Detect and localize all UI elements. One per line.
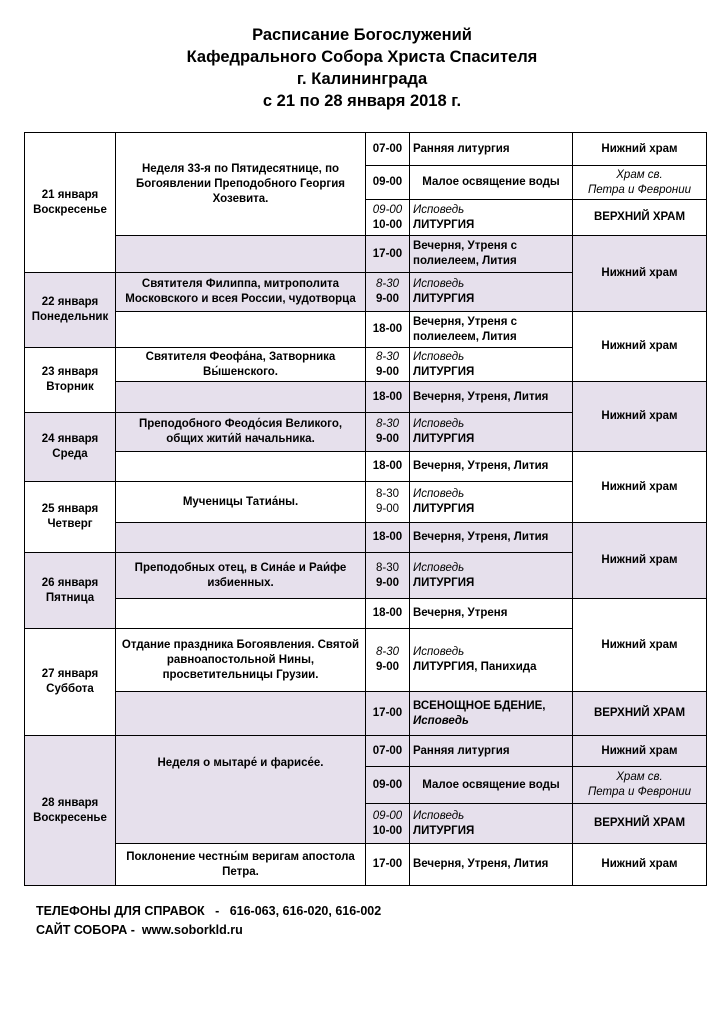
table-row xyxy=(25,312,707,348)
time-cell: 07-00 xyxy=(366,736,410,767)
service-cell: Вечерня, Утреня, Лития xyxy=(410,452,573,482)
service-value: Исповедь xyxy=(413,203,465,216)
time-cell xyxy=(366,413,410,452)
service-cell xyxy=(410,482,573,523)
feast-cell: Преподобного Феодо́сия Великого, общих жити́й начальника. xyxy=(116,413,366,452)
table-row xyxy=(25,736,707,767)
place-cell xyxy=(573,767,707,804)
day-date: 27 января xyxy=(41,668,99,680)
table-row xyxy=(25,452,707,482)
service-value: Исповедь xyxy=(413,646,465,658)
feast-cell: Отдание праздника Богоявления. Святой равноапостольной Нины, просветительницы Грузии. xyxy=(116,629,366,692)
time-cell xyxy=(366,553,410,599)
day-cell xyxy=(25,629,116,736)
title-line-3: г. Калининграда xyxy=(296,70,428,88)
title-line-1: Расписание Богослужений xyxy=(252,26,472,44)
day-weekday: Суббота xyxy=(46,683,94,695)
time-value: 8-30 xyxy=(375,646,400,658)
day-cell xyxy=(25,133,116,273)
service-cell: Ранняя литургия xyxy=(410,133,573,166)
table-row xyxy=(25,523,707,553)
title-line-4: с 21 по 28 января 2018 г. xyxy=(262,92,462,110)
service-cell xyxy=(410,629,573,692)
time-cell: 07-00 xyxy=(366,133,410,166)
time-value: 9-00 xyxy=(375,293,400,305)
feast-cell: Святителя Феофа́на, Затворника Вы́шенского. xyxy=(116,348,366,382)
place-cell: Нижний храм xyxy=(573,382,707,452)
service-value: ЛИТУРГИЯ xyxy=(413,576,475,589)
time-cell: 17-00 xyxy=(366,692,410,736)
service-cell xyxy=(410,200,573,236)
feast-cell-empty xyxy=(116,599,366,629)
place-cell: Нижний храм xyxy=(573,452,707,523)
table-row xyxy=(25,844,707,886)
service-cell: Вечерня, Утреня с полиелеем, Лития xyxy=(410,236,573,273)
place-cell: Нижний храм xyxy=(573,312,707,382)
time-value: 10-00 xyxy=(372,218,403,231)
service-cell xyxy=(410,273,573,312)
service-cell xyxy=(410,413,573,452)
time-value: 8-30 xyxy=(375,418,400,430)
time-cell: 18-00 xyxy=(366,599,410,629)
service-value: Исповедь xyxy=(413,350,465,363)
time-cell: 17-00 xyxy=(366,236,410,273)
site-line[interactable]: САЙТ СОБОРА - www.soborkld.ru xyxy=(36,923,243,937)
day-weekday: Пятница xyxy=(45,591,95,604)
service-cell: Вечерня, Утреня, Лития xyxy=(410,523,573,553)
day-date: 22 января xyxy=(41,296,99,308)
table-row xyxy=(25,382,707,413)
day-cell xyxy=(25,273,116,348)
time-cell xyxy=(366,348,410,382)
service-value: Исповедь xyxy=(413,488,465,500)
schedule-table xyxy=(24,132,707,886)
day-date: 25 января xyxy=(41,503,99,515)
table-row xyxy=(25,133,707,166)
phones-line: ТЕЛЕФОНЫ ДЛЯ СПРАВОК - 616-063, 616-020, 616-002 xyxy=(36,904,382,918)
place-cell: Нижний храм xyxy=(573,133,707,166)
time-cell: 18-00 xyxy=(366,382,410,413)
feast-cell: Мученицы Татиа́ны. xyxy=(116,482,366,523)
place-cell: Нижний храм xyxy=(573,236,707,312)
feast-cell-empty xyxy=(116,236,366,273)
service-value: Исповедь xyxy=(413,418,465,430)
time-value: 9-00 xyxy=(375,661,400,673)
time-cell xyxy=(366,482,410,523)
time-cell: 17-00 xyxy=(366,844,410,886)
contacts xyxy=(36,902,381,940)
time-cell: 09-00 xyxy=(366,166,410,200)
service-cell: Ранняя литургия xyxy=(410,736,573,767)
service-value: ЛИТУРГИЯ xyxy=(413,365,475,378)
schedule-title xyxy=(0,24,724,112)
day-cell xyxy=(25,482,116,553)
table-row xyxy=(25,692,707,736)
service-value: ЛИТУРГИЯ xyxy=(413,218,475,231)
day-weekday: Воскресенье xyxy=(33,811,107,824)
place-line: Храм св. xyxy=(616,168,663,181)
service-cell: Вечерня, Утреня с полиелеем, Лития xyxy=(410,312,573,348)
feast-cell-empty xyxy=(116,692,366,736)
time-value: 9-00 xyxy=(375,503,400,515)
service-cell xyxy=(410,804,573,844)
feast-cell-empty xyxy=(116,382,366,413)
time-value: 9-00 xyxy=(375,365,400,378)
place-cell: Нижний храм xyxy=(573,736,707,767)
time-value: 8-30 xyxy=(375,561,400,574)
place-cell xyxy=(573,166,707,200)
time-cell xyxy=(366,200,410,236)
day-weekday: Воскресенье xyxy=(33,203,107,216)
time-value: 09-00 xyxy=(372,203,403,216)
place-cell: ВЕРХНИЙ ХРАМ xyxy=(573,200,707,236)
place-cell: Нижний храм xyxy=(573,599,707,692)
day-date: 26 января xyxy=(41,576,99,589)
day-cell xyxy=(25,736,116,886)
time-value: 09-00 xyxy=(372,809,403,822)
table-row xyxy=(25,236,707,273)
time-value: 10-00 xyxy=(372,824,403,837)
service-cell xyxy=(410,553,573,599)
feast-cell-empty xyxy=(116,312,366,348)
time-cell xyxy=(366,273,410,312)
feast-cell-empty xyxy=(116,523,366,553)
service-cell xyxy=(410,692,573,736)
time-value: 8-30 xyxy=(375,278,400,290)
time-value: 8-30 xyxy=(375,350,400,363)
service-value: Исповедь xyxy=(413,809,465,822)
time-cell xyxy=(366,804,410,844)
feast-cell: Неделя о мытаре́ и фарисе́е. xyxy=(116,736,366,844)
place-line: Храм св. xyxy=(616,771,663,783)
time-cell: 09-00 xyxy=(366,767,410,804)
time-value: 9-00 xyxy=(375,576,400,589)
service-value: Исповедь xyxy=(413,278,465,290)
service-value: ЛИТУРГИЯ, Панихида xyxy=(413,661,537,673)
service-value: Исповедь xyxy=(413,714,469,727)
service-value: ВСЕНОЩНОЕ БДЕНИЕ, xyxy=(413,699,546,712)
feast-cell: Поклонение честны́м веригам апостола Петра. xyxy=(116,844,366,886)
place-cell: Нижний храм xyxy=(573,523,707,599)
place-cell: ВЕРХНИЙ ХРАМ xyxy=(573,692,707,736)
time-cell: 18-00 xyxy=(366,523,410,553)
time-value: 9-00 xyxy=(375,433,400,445)
place-line: Петра и Февронии xyxy=(587,786,692,798)
service-cell: Вечерня, Утреня xyxy=(410,599,573,629)
title-line-2: Кафедрального Собора Христа Спасителя xyxy=(186,48,538,66)
time-cell xyxy=(366,629,410,692)
feast-cell: Святителя Филиппа, митрополита Московского и всея России, чудотворца xyxy=(116,273,366,312)
feast-cell-empty xyxy=(116,452,366,482)
place-cell: Нижний храм xyxy=(573,844,707,886)
service-cell: Малое освящение воды xyxy=(410,767,573,804)
time-cell: 18-00 xyxy=(366,312,410,348)
service-cell: Вечерня, Утреня, Лития xyxy=(410,382,573,413)
service-value: ЛИТУРГИЯ xyxy=(413,433,475,445)
time-value: 8-30 xyxy=(375,488,400,500)
service-value: Исповедь xyxy=(413,561,465,574)
day-weekday: Вторник xyxy=(46,381,94,393)
service-cell: Малое освящение воды xyxy=(410,166,573,200)
day-cell xyxy=(25,348,116,413)
place-cell: ВЕРХНИЙ ХРАМ xyxy=(573,804,707,844)
day-date: 24 января xyxy=(41,433,99,445)
day-date: 21 января xyxy=(41,188,99,201)
service-value: ЛИТУРГИЯ xyxy=(413,824,475,837)
day-weekday: Среда xyxy=(52,448,88,460)
day-cell xyxy=(25,413,116,482)
feast-cell: Неделя 33-я по Пятидесятнице, по Богоявлении Преподобного Георгия Хозевита. xyxy=(116,133,366,236)
day-date: 23 января xyxy=(41,366,99,378)
service-cell: Вечерня, Утреня, Лития xyxy=(410,844,573,886)
feast-cell: Преподобных отец, в Сина́е и Раи́фе избиенных. xyxy=(116,553,366,599)
service-value: ЛИТУРГИЯ xyxy=(413,293,475,305)
service-value: ЛИТУРГИЯ xyxy=(413,503,475,515)
service-cell xyxy=(410,348,573,382)
day-weekday: Понедельник xyxy=(31,311,109,323)
time-cell: 18-00 xyxy=(366,452,410,482)
day-weekday: Четверг xyxy=(47,518,93,530)
table-row xyxy=(25,599,707,629)
place-line: Петра и Февронии xyxy=(587,183,692,196)
day-cell xyxy=(25,553,116,629)
day-date: 28 января xyxy=(41,796,99,809)
